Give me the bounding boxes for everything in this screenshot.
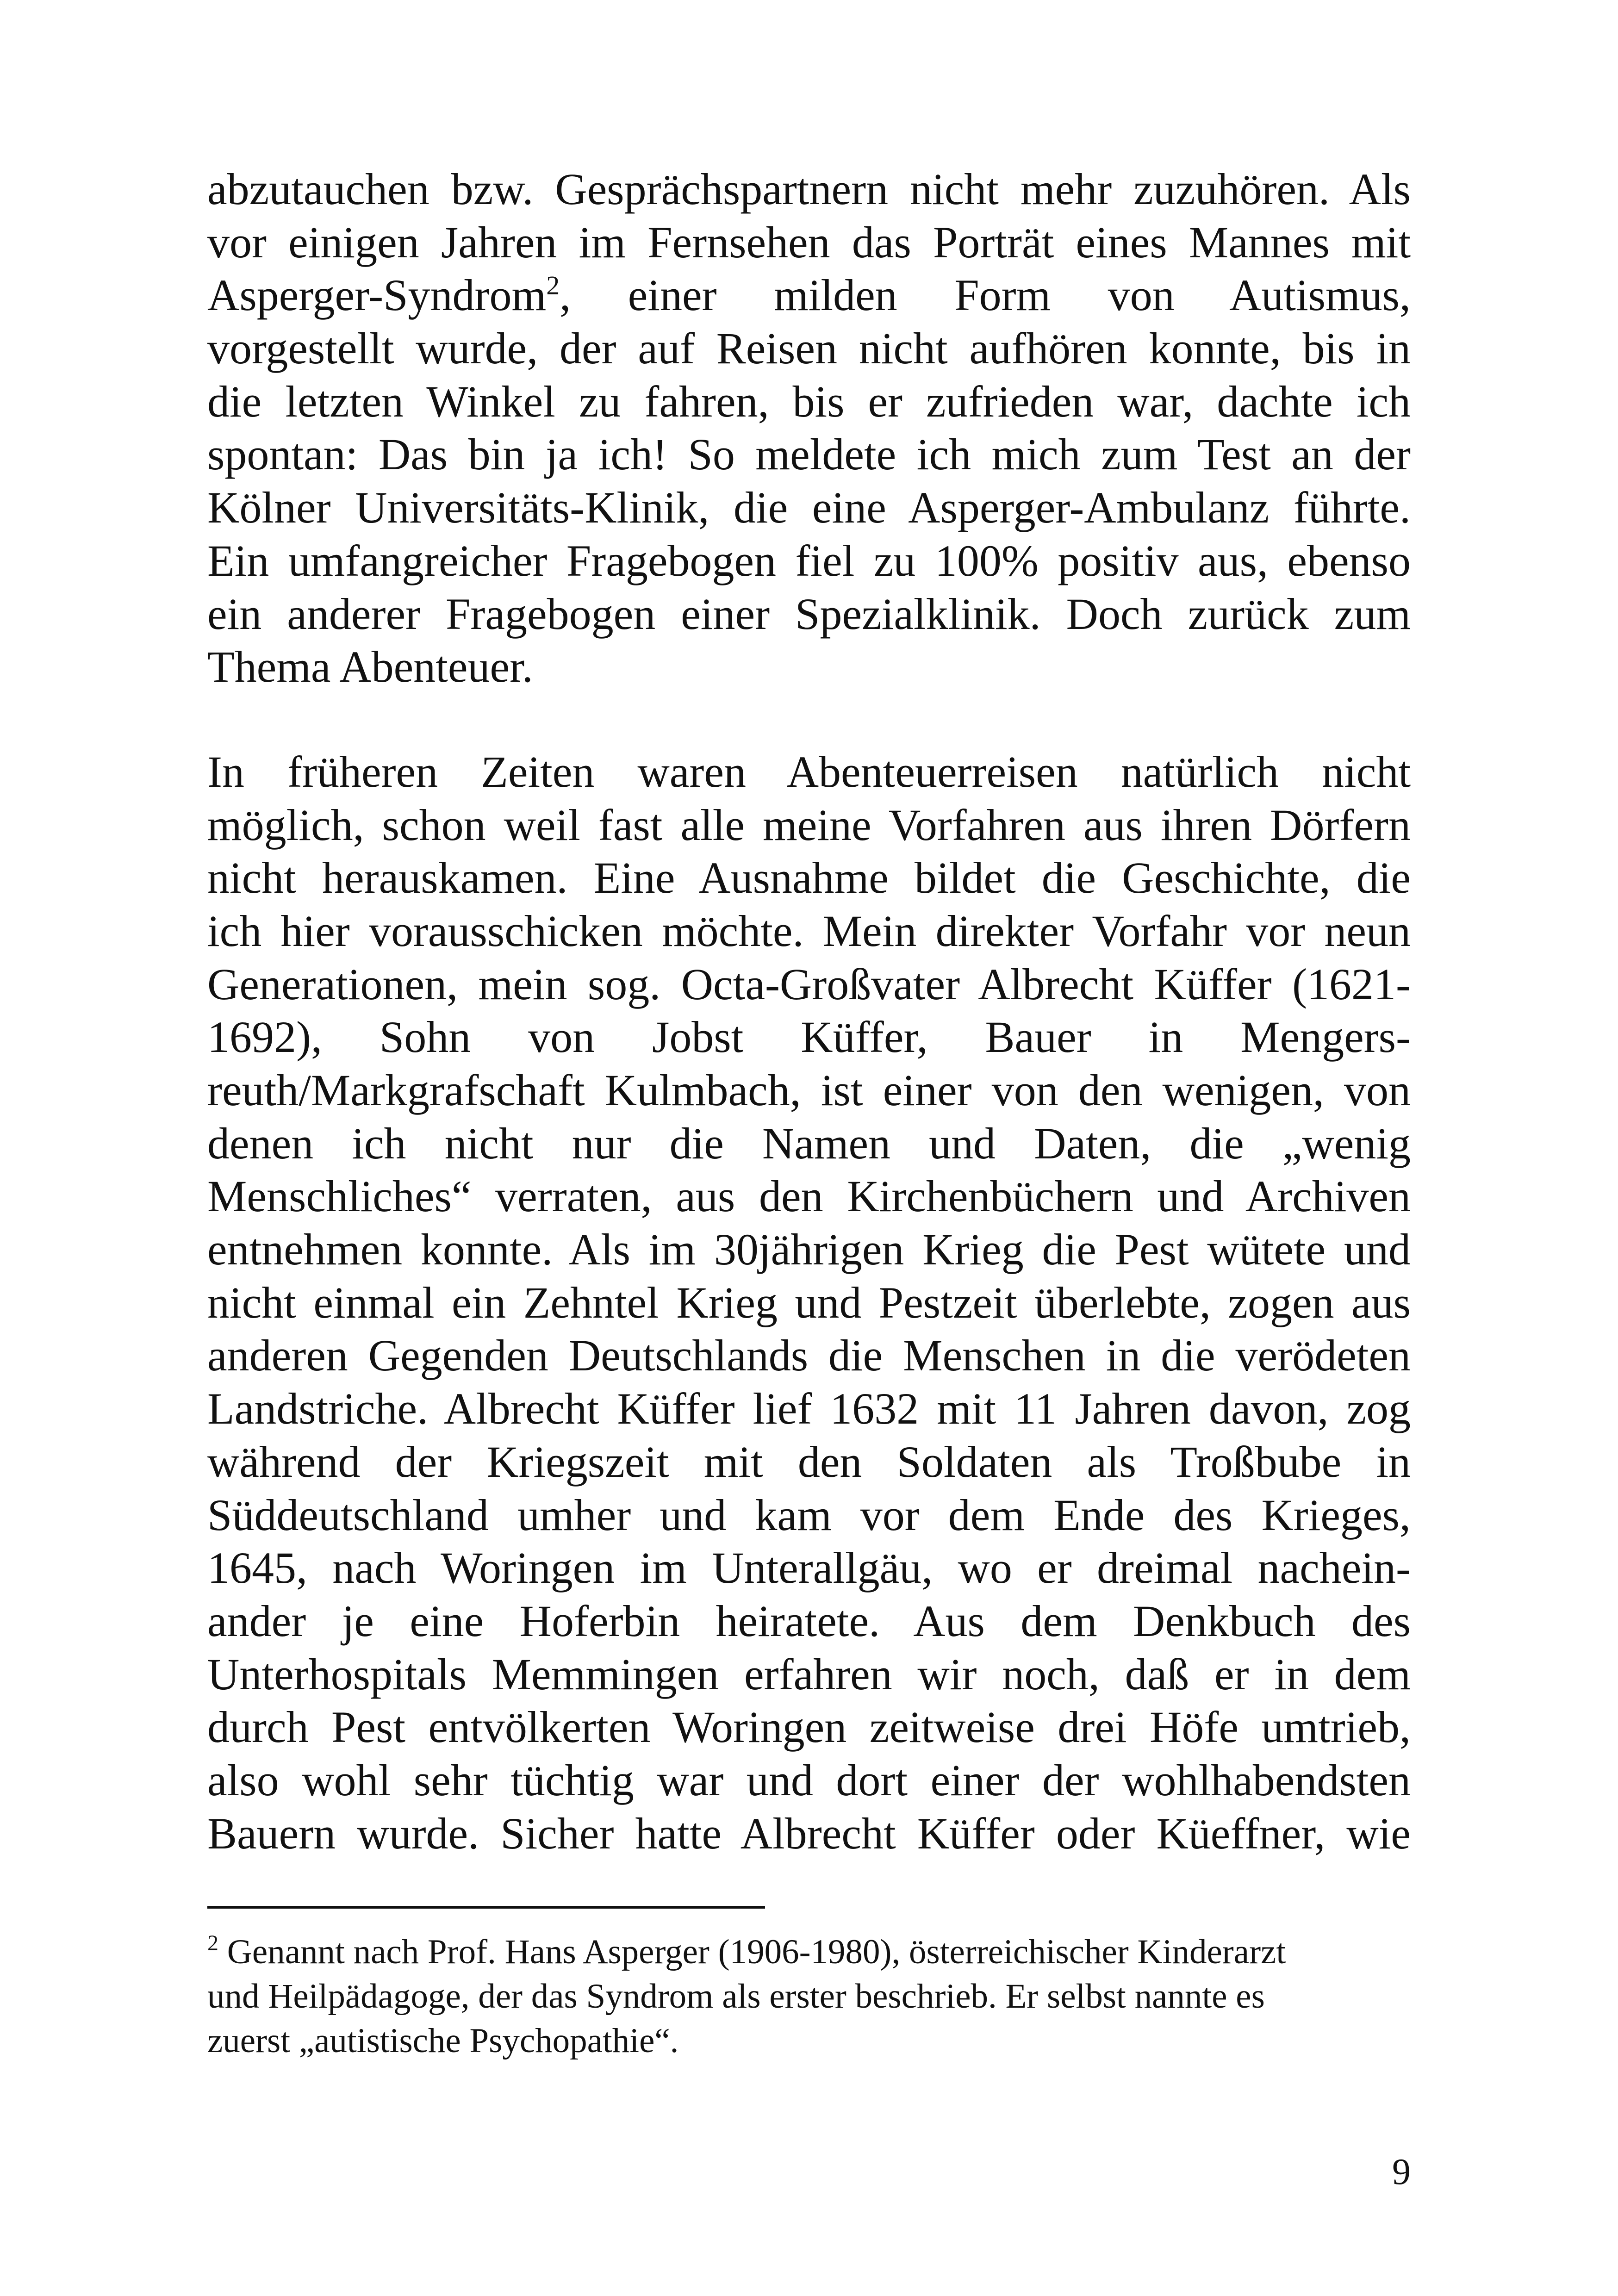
text-line: reuth/Markgrafschaft Kulmbach, ist einer von den wenigen, von	[207, 1065, 1411, 1115]
text-line: Thema Abenteuer.	[207, 642, 533, 692]
text-line: durch Pest entvölkerten Woringen zeitweise drei Höfe umtrieb,	[207, 1702, 1411, 1752]
text-line: entnehmen konnte. Als im 30jährigen Krieg die Pest wütete und	[207, 1225, 1411, 1275]
text-fragment: Asperger-Syndrom	[207, 270, 547, 320]
text-fragment: , einer milden Form von Autismus,	[560, 270, 1411, 320]
footnote-text: Genannt nach Prof. Hans Asperger (1906-1980), österreichischer Kinderarzt	[218, 1933, 1286, 1971]
footnote	[207, 1930, 1448, 2063]
page-number: 9	[1392, 2152, 1411, 2192]
text-line: vorgestellt wurde, der auf Reisen nicht aufhören konnte, bis in	[207, 324, 1411, 373]
text-line: In früheren Zeiten waren Abenteuerreisen natürlich nicht	[207, 747, 1411, 796]
text-line: denen ich nicht nur die Namen und Daten, die „wenig	[207, 1118, 1411, 1168]
body-text	[207, 163, 1411, 1860]
text-line: anderen Gegenden Deutschlands die Menschen in die verödeten	[207, 1331, 1411, 1381]
paragraph-1	[207, 163, 1411, 694]
text-line: nicht einmal ein Zehntel Krieg und Pestzeit überlebte, zogen aus	[207, 1277, 1411, 1327]
text-line: ander je eine Hoferbin heiratete. Aus dem Denkbuch des	[207, 1596, 1411, 1646]
footnote-marker: 2	[207, 1931, 218, 1955]
text-line: Landstriche. Albrecht Küffer lief 1632 mit 11 Jahren davon, zog	[207, 1384, 1411, 1434]
text-line: Unterhospitals Memmingen erfahren wir noch, daß er in dem	[207, 1649, 1411, 1699]
text-line-with-footnote-ref	[207, 269, 1411, 322]
text-line: nicht herauskamen. Eine Ausnahme bildet die Geschichte, die	[207, 853, 1411, 903]
footnote-separator	[207, 1906, 765, 1909]
text-line: 1692), Sohn von Jobst Küffer, Bauer in Mengers-	[207, 1012, 1411, 1062]
text-line: Menschliches“ verraten, aus den Kirchenbüchern und Archiven	[207, 1171, 1411, 1221]
text-line: ich hier vorausschicken möchte. Mein direkter Vorfahr vor neun	[207, 906, 1411, 956]
text-line: während der Kriegszeit mit den Soldaten als Troßbube in	[207, 1437, 1411, 1487]
text-line: 1645, nach Woringen im Unterallgäu, wo er dreimal nachein-	[207, 1543, 1411, 1593]
paragraph-spacing	[207, 694, 1411, 746]
text-line: ein anderer Fragebogen einer Spezialklinik. Doch zurück zum	[207, 589, 1411, 639]
text-line: Ein umfangreicher Fragebogen fiel zu 100% positiv aus, ebenso	[207, 535, 1411, 585]
paragraph-2	[207, 746, 1411, 1860]
text-line: möglich, schon weil fast alle meine Vorfahren aus ihren Dörfern	[207, 800, 1411, 850]
text-line: abzutauchen bzw. Gesprächspartnern nicht mehr zuzuhören. Als	[207, 164, 1411, 214]
text-line: Kölner Universitäts-Klinik, die eine Asperger-Ambulanz führte.	[207, 483, 1411, 533]
footnote-line: und Heilpädagoge, der das Syndrom als erster beschrieb. Er selbst nannte es	[207, 1977, 1265, 2016]
footnote-line: zuerst „autistische Psychopathie“.	[207, 2022, 679, 2060]
text-line: Süddeutschland umher und kam vor dem Ende des Krieges,	[207, 1490, 1411, 1540]
text-line: die letzten Winkel zu fahren, bis er zufrieden war, dachte ich	[207, 376, 1411, 426]
footnote-line	[207, 1930, 1448, 1974]
text-line: spontan: Das bin ja ich! So meldete ich mich zum Test an der	[207, 429, 1411, 479]
text-line: Generationen, mein sog. Octa-Großvater Albrecht Küffer (1621-	[207, 959, 1411, 1009]
text-line: Bauern wurde. Sicher hatte Albrecht Küffer oder Küeffner, wie	[207, 1808, 1411, 1858]
text-line: vor einigen Jahren im Fernsehen das Porträt eines Mannes mit	[207, 217, 1411, 267]
footnote-reference[interactable]: 2	[546, 270, 560, 301]
text-line: also wohl sehr tüchtig war und dort einer der wohlhabendsten	[207, 1755, 1411, 1805]
